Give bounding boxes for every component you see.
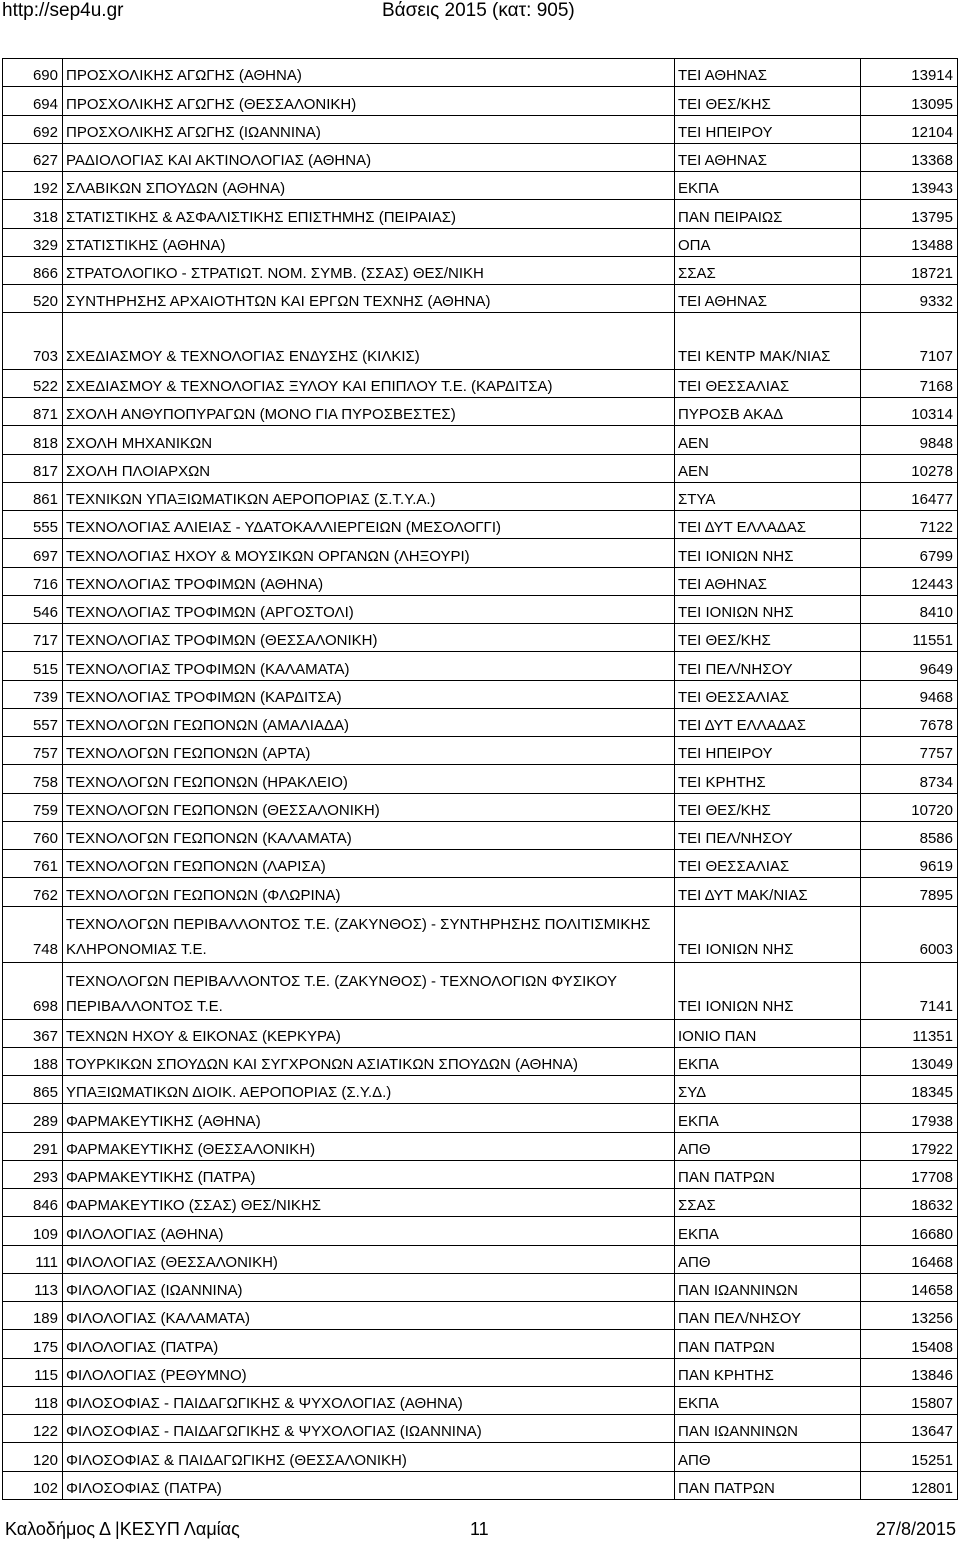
score-cell: 7678 — [861, 708, 958, 736]
score-cell: 16477 — [861, 482, 958, 510]
department-name-cell: ΦΙΛΟΛΟΓΙΑΣ (ΡΕΘΥΜΝΟ) — [63, 1358, 675, 1386]
dept-code-cell: 748 — [3, 906, 63, 963]
score-cell: 12443 — [861, 567, 958, 595]
score-cell: 13795 — [861, 200, 958, 228]
dept-code-cell: 865 — [3, 1076, 63, 1104]
department-name-cell: ΤΕΧΝΟΛΟΓΩΝ ΠΕΡΙΒΑΛΛΟΝΤΟΣ Τ.Ε. (ΖΑΚΥΝΘΟΣ) - ΤΕΧΝΟΛΟΓΙΩΝ ΦΥΣΙΚΟΥ ΠΕΡΙΒΑΛΛΟΝΤΟΣ Τ.Ε. — [63, 963, 675, 1020]
table-row — [3, 1386, 958, 1414]
score-cell: 12104 — [861, 115, 958, 143]
institution-cell: ΤΕΙ ΘΕΣ/ΚΗΣ — [675, 87, 861, 115]
department-name-cell: ΦΙΛΟΣΟΦΙΑΣ & ΠΑΙΔΑΓΩΓΙΚΗΣ (ΘΕΣΣΑΛΟΝΙΚΗ) — [63, 1443, 675, 1471]
institution-cell: ΤΕΙ ΗΠΕΙΡΟΥ — [675, 737, 861, 765]
page-footer — [0, 1518, 960, 1542]
table-row — [3, 143, 958, 171]
table-row — [3, 115, 958, 143]
department-name-cell: ΡΑΔΙΟΛΟΓΙΑΣ ΚΑΙ ΑΚΤΙΝΟΛΟΓΙΑΣ (ΑΘΗΝΑ) — [63, 143, 675, 171]
department-name-cell: ΣΤΑΤΙΣΤΙΚΗΣ (ΑΘΗΝΑ) — [63, 228, 675, 256]
department-name-cell: ΦΙΛΟΛΟΓΙΑΣ (ΘΕΣΣΑΛΟΝΙΚΗ) — [63, 1245, 675, 1273]
table-row — [3, 1471, 958, 1499]
score-cell: 7895 — [861, 878, 958, 906]
dept-code-cell: 367 — [3, 1019, 63, 1047]
score-cell: 7141 — [861, 963, 958, 1020]
table-row — [3, 1160, 958, 1188]
institution-cell: ΤΕΙ ΔΥΤ ΕΛΛΑΔΑΣ — [675, 511, 861, 539]
dept-code-cell: 113 — [3, 1273, 63, 1301]
department-name-cell: ΦΙΛΟΛΟΓΙΑΣ (ΚΑΛΑΜΑΤΑ) — [63, 1302, 675, 1330]
table-row — [3, 1076, 958, 1104]
table-row — [3, 1273, 958, 1301]
dept-code-cell: 118 — [3, 1386, 63, 1414]
dept-code-cell: 757 — [3, 737, 63, 765]
department-name-cell: ΦΑΡΜΑΚΕΥΤΙΚΗΣ (ΠΑΤΡΑ) — [63, 1160, 675, 1188]
score-cell: 13943 — [861, 172, 958, 200]
table-row — [3, 1358, 958, 1386]
dept-code-cell: 692 — [3, 115, 63, 143]
dept-code-cell: 188 — [3, 1047, 63, 1075]
department-name-cell: ΦΑΡΜΑΚΕΥΤΙΚΟ (ΣΣΑΣ) ΘΕΣ/ΝΙΚΗΣ — [63, 1189, 675, 1217]
department-name-cell: ΦΑΡΜΑΚΕΥΤΙΚΗΣ (ΑΘΗΝΑ) — [63, 1104, 675, 1132]
department-name-cell: ΥΠΑΞΙΩΜΑΤΙΚΩΝ ΔΙΟΙΚ. ΑΕΡΟΠΟΡΙΑΣ (Σ.Υ.Δ.) — [63, 1076, 675, 1104]
dept-code-cell: 293 — [3, 1160, 63, 1188]
institution-cell: ΤΕΙ ΚΕΝΤΡ ΜΑΚ/ΝΙΑΣ — [675, 313, 861, 370]
score-cell: 13914 — [861, 59, 958, 87]
department-name-cell: ΣΛΑΒΙΚΩΝ ΣΠΟΥΔΩΝ (ΑΘΗΝΑ) — [63, 172, 675, 200]
table-row — [3, 1189, 958, 1217]
table-row — [3, 595, 958, 623]
table-row — [3, 708, 958, 736]
score-cell: 13256 — [861, 1302, 958, 1330]
institution-cell: ΠΑΝ ΙΩΑΝΝΙΝΩΝ — [675, 1273, 861, 1301]
institution-cell: ΠΑΝ ΠΕΙΡΑΙΩΣ — [675, 200, 861, 228]
department-name-cell: ΦΙΛΟΣΟΦΙΑΣ (ΠΑΤΡΑ) — [63, 1471, 675, 1499]
institution-cell: ΤΕΙ ΚΡΗΤΗΣ — [675, 765, 861, 793]
score-cell: 13049 — [861, 1047, 958, 1075]
table-row — [3, 256, 958, 284]
table-row — [3, 765, 958, 793]
department-name-cell: ΤΕΧΝΟΛΟΓΙΑΣ ΤΡΟΦΙΜΩΝ (ΚΑΛΑΜΑΤΑ) — [63, 652, 675, 680]
dept-code-cell: 871 — [3, 398, 63, 426]
table-row — [3, 1217, 958, 1245]
score-cell: 15251 — [861, 1443, 958, 1471]
table-row — [3, 1104, 958, 1132]
table-row — [3, 285, 958, 313]
institution-cell: ΤΕΙ ΘΕΣΣΑΛΙΑΣ — [675, 850, 861, 878]
table-row — [3, 200, 958, 228]
footer-date: 27/8/2015 — [875, 1519, 956, 1539]
dept-code-cell: 861 — [3, 482, 63, 510]
table-row — [3, 963, 958, 1020]
dept-code-cell: 716 — [3, 567, 63, 595]
dept-code-cell: 522 — [3, 369, 63, 397]
dept-code-cell: 817 — [3, 454, 63, 482]
institution-cell: ΙΟΝΙΟ ΠΑΝ — [675, 1019, 861, 1047]
table-row — [3, 1302, 958, 1330]
table-row — [3, 680, 958, 708]
score-cell: 8410 — [861, 595, 958, 623]
department-name-cell: ΤΕΧΝΟΛΟΓΙΑΣ ΗΧΟΥ & ΜΟΥΣΙΚΩΝ ΟΡΓΑΝΩΝ (ΛΗΞΟΥΡΙ) — [63, 539, 675, 567]
department-name-cell: ΣΧΟΛΗ ΑΝΘΥΠΟΠΥΡΑΓΩΝ (ΜΟΝΟ ΓΙΑ ΠΥΡΟΣΒΕΣΤΕΣ) — [63, 398, 675, 426]
department-name-cell: ΣΤΑΤΙΣΤΙΚΗΣ & ΑΣΦΑΛΙΣΤΙΚΗΣ ΕΠΙΣΤΗΜΗΣ (ΠΕΙΡΑΙΑΣ) — [63, 200, 675, 228]
institution-cell: ΠΑΝ ΠΑΤΡΩΝ — [675, 1471, 861, 1499]
department-name-cell: ΣΧΟΛΗ ΠΛΟΙΑΡΧΩΝ — [63, 454, 675, 482]
dept-code-cell: 289 — [3, 1104, 63, 1132]
table-row — [3, 228, 958, 256]
department-name-cell: ΤΕΧΝΟΛΟΓΙΑΣ ΑΛΙΕΙΑΣ - ΥΔΑΤΟΚΑΛΛΙΕΡΓΕΙΩΝ (ΜΕΣΟΛΟΓΓΙ) — [63, 511, 675, 539]
department-name-cell: ΤΕΧΝΟΛΟΓΩΝ ΓΕΩΠΟΝΩΝ (ΦΛΩΡΙΝΑ) — [63, 878, 675, 906]
institution-cell: ΕΚΠΑ — [675, 172, 861, 200]
institution-cell: ΑΠΘ — [675, 1245, 861, 1273]
score-cell: 10720 — [861, 793, 958, 821]
dept-code-cell: 111 — [3, 1245, 63, 1273]
department-name-cell: ΤΟΥΡΚΙΚΩΝ ΣΠΟΥΔΩΝ ΚΑΙ ΣΥΓΧΡΟΝΩΝ ΑΣΙΑΤΙΚΩΝ ΣΠΟΥΔΩΝ (ΑΘΗΝΑ) — [63, 1047, 675, 1075]
dept-code-cell: 189 — [3, 1302, 63, 1330]
table-row — [3, 398, 958, 426]
department-name-cell: ΤΕΧΝΟΛΟΓΩΝ ΓΕΩΠΟΝΩΝ (ΗΡΑΚΛΕΙΟ) — [63, 765, 675, 793]
institution-cell: ΕΚΠΑ — [675, 1386, 861, 1414]
score-cell: 9332 — [861, 285, 958, 313]
dept-code-cell: 109 — [3, 1217, 63, 1245]
table-row — [3, 906, 958, 963]
table-row — [3, 878, 958, 906]
header-title: Βάσεις 2015 (κατ: 905) — [382, 0, 575, 21]
dept-code-cell: 627 — [3, 143, 63, 171]
table-row — [3, 567, 958, 595]
institution-cell: ΤΕΙ ΙΟΝΙΩΝ ΝΗΣ — [675, 595, 861, 623]
footer-page-number: 11 — [470, 1519, 489, 1539]
score-cell: 18345 — [861, 1076, 958, 1104]
score-cell: 7168 — [861, 369, 958, 397]
score-cell: 17922 — [861, 1132, 958, 1160]
table-row — [3, 313, 958, 370]
dept-code-cell: 515 — [3, 652, 63, 680]
dept-code-cell: 818 — [3, 426, 63, 454]
score-cell: 14658 — [861, 1273, 958, 1301]
institution-cell: ΑΠΘ — [675, 1132, 861, 1160]
department-name-cell: ΤΕΧΝΟΛΟΓΩΝ ΓΕΩΠΟΝΩΝ (ΘΕΣΣΑΛΟΝΙΚΗ) — [63, 793, 675, 821]
score-cell: 9649 — [861, 652, 958, 680]
score-cell: 13488 — [861, 228, 958, 256]
institution-cell: ΤΕΙ ΘΕΣΣΑΛΙΑΣ — [675, 369, 861, 397]
institution-cell: ΤΕΙ ΘΕΣ/ΚΗΣ — [675, 624, 861, 652]
department-name-cell: ΦΑΡΜΑΚΕΥΤΙΚΗΣ (ΘΕΣΣΑΛΟΝΙΚΗ) — [63, 1132, 675, 1160]
department-name-cell: ΦΙΛΟΣΟΦΙΑΣ - ΠΑΙΔΑΓΩΓΙΚΗΣ & ΨΥΧΟΛΟΓΙΑΣ (ΙΩΑΝΝΙΝΑ) — [63, 1415, 675, 1443]
institution-cell: ΤΕΙ ΑΘΗΝΑΣ — [675, 143, 861, 171]
institution-cell: ΤΕΙ ΑΘΗΝΑΣ — [675, 285, 861, 313]
department-name-cell: ΠΡΟΣΧΟΛΙΚΗΣ ΑΓΩΓΗΣ (ΘΕΣΣΑΛΟΝΙΚΗ) — [63, 87, 675, 115]
table-row — [3, 1415, 958, 1443]
score-cell: 17708 — [861, 1160, 958, 1188]
score-cell: 13095 — [861, 87, 958, 115]
score-cell: 6799 — [861, 539, 958, 567]
table-row — [3, 482, 958, 510]
institution-cell: ΤΕΙ ΑΘΗΝΑΣ — [675, 59, 861, 87]
dept-code-cell: 122 — [3, 1415, 63, 1443]
table-row — [3, 652, 958, 680]
score-cell: 11351 — [861, 1019, 958, 1047]
score-cell: 13647 — [861, 1415, 958, 1443]
department-name-cell: ΤΕΧΝΟΛΟΓΙΑΣ ΤΡΟΦΙΜΩΝ (ΚΑΡΔΙΤΣΑ) — [63, 680, 675, 708]
institution-cell: ΤΕΙ ΗΠΕΙΡΟΥ — [675, 115, 861, 143]
dept-code-cell: 761 — [3, 850, 63, 878]
institution-cell: ΑΕΝ — [675, 426, 861, 454]
department-name-cell: ΠΡΟΣΧΟΛΙΚΗΣ ΑΓΩΓΗΣ (ΙΩΑΝΝΙΝΑ) — [63, 115, 675, 143]
institution-cell: ΤΕΙ ΠΕΛ/ΝΗΣΟΥ — [675, 652, 861, 680]
table-row — [3, 1330, 958, 1358]
institution-cell: ΠΑΝ ΚΡΗΤΗΣ — [675, 1358, 861, 1386]
score-cell: 17938 — [861, 1104, 958, 1132]
dept-code-cell: 846 — [3, 1189, 63, 1217]
dept-code-cell: 291 — [3, 1132, 63, 1160]
department-name-cell: ΤΕΧΝΩΝ ΗΧΟΥ & ΕΙΚΟΝΑΣ (ΚΕΡΚΥΡΑ) — [63, 1019, 675, 1047]
department-name-cell: ΤΕΧΝΟΛΟΓΩΝ ΓΕΩΠΟΝΩΝ (ΑΡΤΑ) — [63, 737, 675, 765]
institution-cell: ΠΑΝ ΠΕΛ/ΝΗΣΟΥ — [675, 1302, 861, 1330]
institution-cell: ΟΠΑ — [675, 228, 861, 256]
dept-code-cell: 703 — [3, 313, 63, 370]
results-body — [3, 59, 958, 1500]
dept-code-cell: 762 — [3, 878, 63, 906]
institution-cell: ΤΕΙ ΑΘΗΝΑΣ — [675, 567, 861, 595]
department-name-cell: ΦΙΛΟΛΟΓΙΑΣ (ΙΩΑΝΝΙΝΑ) — [63, 1273, 675, 1301]
department-name-cell: ΣΧΕΔΙΑΣΜΟΥ & ΤΕΧΝΟΛΟΓΙΑΣ ΞΥΛΟΥ ΚΑΙ ΕΠΙΠΛΟΥ Τ.Ε. (ΚΑΡΔΙΤΣΑ) — [63, 369, 675, 397]
institution-cell: ΤΕΙ ΠΕΛ/ΝΗΣΟΥ — [675, 821, 861, 849]
dept-code-cell: 329 — [3, 228, 63, 256]
institution-cell: ΤΕΙ ΘΕΣ/ΚΗΣ — [675, 793, 861, 821]
table-row — [3, 426, 958, 454]
department-name-cell: ΣΤΡΑΤΟΛΟΓΙΚΟ - ΣΤΡΑΤΙΩΤ. ΝΟΜ. ΣΥΜΒ. (ΣΣΑΣ) ΘΕΣ/ΝΙΚΗ — [63, 256, 675, 284]
page-header — [0, 0, 960, 30]
institution-cell: ΑΕΝ — [675, 454, 861, 482]
table-row — [3, 1443, 958, 1471]
score-cell: 6003 — [861, 906, 958, 963]
institution-cell: ΤΕΙ ΘΕΣΣΑΛΙΑΣ — [675, 680, 861, 708]
institution-cell: ΤΕΙ ΙΟΝΙΩΝ ΝΗΣ — [675, 963, 861, 1020]
dept-code-cell: 758 — [3, 765, 63, 793]
score-cell: 11551 — [861, 624, 958, 652]
dept-code-cell: 318 — [3, 200, 63, 228]
institution-cell: ΣΣΑΣ — [675, 256, 861, 284]
table-row — [3, 737, 958, 765]
table-row — [3, 1047, 958, 1075]
table-row — [3, 850, 958, 878]
department-name-cell: ΠΡΟΣΧΟΛΙΚΗΣ ΑΓΩΓΗΣ (ΑΘΗΝΑ) — [63, 59, 675, 87]
footer-author: Καλοδήμος Δ |ΚΕΣΥΠ Λαμίας — [5, 1519, 240, 1539]
score-cell: 7107 — [861, 313, 958, 370]
department-name-cell: ΤΕΧΝΟΛΟΓΩΝ ΠΕΡΙΒΑΛΛΟΝΤΟΣ Τ.Ε. (ΖΑΚΥΝΘΟΣ) - ΣΥΝΤΗΡΗΣΗΣ ΠΟΛΙΤΙΣΜΙΚΗΣ ΚΛΗΡΟΝΟΜΙΑΣ Τ.Ε. — [63, 906, 675, 963]
table-row — [3, 1019, 958, 1047]
score-cell: 10314 — [861, 398, 958, 426]
institution-cell: ΠΥΡΟΣΒ ΑΚΑΔ — [675, 398, 861, 426]
score-cell: 7757 — [861, 737, 958, 765]
department-name-cell: ΤΕΧΝΟΛΟΓΙΑΣ ΤΡΟΦΙΜΩΝ (ΑΘΗΝΑ) — [63, 567, 675, 595]
department-name-cell: ΣΧΟΛΗ ΜΗΧΑΝΙΚΩΝ — [63, 426, 675, 454]
table-row — [3, 624, 958, 652]
dept-code-cell: 115 — [3, 1358, 63, 1386]
dept-code-cell: 694 — [3, 87, 63, 115]
table-row — [3, 172, 958, 200]
institution-cell: ΕΚΠΑ — [675, 1217, 861, 1245]
department-name-cell: ΤΕΧΝΟΛΟΓΩΝ ΓΕΩΠΟΝΩΝ (ΛΑΡΙΣΑ) — [63, 850, 675, 878]
institution-cell: ΤΕΙ ΙΟΝΙΩΝ ΝΗΣ — [675, 906, 861, 963]
score-cell: 13846 — [861, 1358, 958, 1386]
department-name-cell: ΦΙΛΟΛΟΓΙΑΣ (ΑΘΗΝΑ) — [63, 1217, 675, 1245]
table-row — [3, 1132, 958, 1160]
department-name-cell: ΤΕΧΝΟΛΟΓΩΝ ΓΕΩΠΟΝΩΝ (ΚΑΛΑΜΑΤΑ) — [63, 821, 675, 849]
dept-code-cell: 102 — [3, 1471, 63, 1499]
score-cell: 12801 — [861, 1471, 958, 1499]
dept-code-cell: 697 — [3, 539, 63, 567]
institution-cell: ΣΥΔ — [675, 1076, 861, 1104]
institution-cell: ΕΚΠΑ — [675, 1104, 861, 1132]
department-name-cell: ΤΕΧΝΟΛΟΓΙΑΣ ΤΡΟΦΙΜΩΝ (ΑΡΓΟΣΤΟΛΙ) — [63, 595, 675, 623]
institution-cell: ΑΠΘ — [675, 1443, 861, 1471]
department-name-cell: ΦΙΛΟΣΟΦΙΑΣ - ΠΑΙΔΑΓΩΓΙΚΗΣ & ΨΥΧΟΛΟΓΙΑΣ (ΑΘΗΝΑ) — [63, 1386, 675, 1414]
institution-cell: ΤΕΙ ΔΥΤ ΕΛΛΑΔΑΣ — [675, 708, 861, 736]
results-table — [2, 58, 958, 1500]
dept-code-cell: 546 — [3, 595, 63, 623]
dept-code-cell: 760 — [3, 821, 63, 849]
institution-cell: ΕΚΠΑ — [675, 1047, 861, 1075]
score-cell: 8586 — [861, 821, 958, 849]
institution-cell: ΠΑΝ ΠΑΤΡΩΝ — [675, 1330, 861, 1358]
score-cell: 8734 — [861, 765, 958, 793]
institution-cell: ΣΣΑΣ — [675, 1189, 861, 1217]
institution-cell: ΤΕΙ ΙΟΝΙΩΝ ΝΗΣ — [675, 539, 861, 567]
dept-code-cell: 192 — [3, 172, 63, 200]
institution-cell: ΠΑΝ ΙΩΑΝΝΙΝΩΝ — [675, 1415, 861, 1443]
department-name-cell: ΣΥΝΤΗΡΗΣΗΣ ΑΡΧΑΙΟΤΗΤΩΝ ΚΑΙ ΕΡΓΩΝ ΤΕΧΝΗΣ (ΑΘΗΝΑ) — [63, 285, 675, 313]
department-name-cell: ΤΕΧΝΙΚΩΝ ΥΠΑΞΙΩΜΑΤΙΚΩΝ ΑΕΡΟΠΟΡΙΑΣ (Σ.Τ.Υ.Α.) — [63, 482, 675, 510]
score-cell: 9848 — [861, 426, 958, 454]
dept-code-cell: 866 — [3, 256, 63, 284]
score-cell: 7122 — [861, 511, 958, 539]
dept-code-cell: 717 — [3, 624, 63, 652]
table-row — [3, 511, 958, 539]
dept-code-cell: 698 — [3, 963, 63, 1020]
score-cell: 15408 — [861, 1330, 958, 1358]
table-row — [3, 454, 958, 482]
department-name-cell: ΣΧΕΔΙΑΣΜΟΥ & ΤΕΧΝΟΛΟΓΙΑΣ ΕΝΔΥΣΗΣ (ΚΙΛΚΙΣ) — [63, 313, 675, 370]
score-cell: 15807 — [861, 1386, 958, 1414]
institution-cell: ΣΤΥΑ — [675, 482, 861, 510]
dept-code-cell: 555 — [3, 511, 63, 539]
dept-code-cell: 690 — [3, 59, 63, 87]
table-row — [3, 793, 958, 821]
score-cell: 18721 — [861, 256, 958, 284]
table-row — [3, 539, 958, 567]
dept-code-cell: 759 — [3, 793, 63, 821]
department-name-cell: ΤΕΧΝΟΛΟΓΩΝ ΓΕΩΠΟΝΩΝ (ΑΜΑΛΙΑΔΑ) — [63, 708, 675, 736]
table-row — [3, 1245, 958, 1273]
dept-code-cell: 557 — [3, 708, 63, 736]
table-row — [3, 87, 958, 115]
table-row — [3, 59, 958, 87]
score-cell: 13368 — [861, 143, 958, 171]
header-url[interactable]: http://sep4u.gr — [2, 0, 124, 21]
table-row — [3, 821, 958, 849]
dept-code-cell: 175 — [3, 1330, 63, 1358]
institution-cell: ΠΑΝ ΠΑΤΡΩΝ — [675, 1160, 861, 1188]
dept-code-cell: 120 — [3, 1443, 63, 1471]
table-row — [3, 369, 958, 397]
department-name-cell: ΤΕΧΝΟΛΟΓΙΑΣ ΤΡΟΦΙΜΩΝ (ΘΕΣΣΑΛΟΝΙΚΗ) — [63, 624, 675, 652]
dept-code-cell: 739 — [3, 680, 63, 708]
score-cell: 9619 — [861, 850, 958, 878]
score-cell: 10278 — [861, 454, 958, 482]
dept-code-cell: 520 — [3, 285, 63, 313]
department-name-cell: ΦΙΛΟΛΟΓΙΑΣ (ΠΑΤΡΑ) — [63, 1330, 675, 1358]
score-cell: 18632 — [861, 1189, 958, 1217]
score-cell: 9468 — [861, 680, 958, 708]
score-cell: 16468 — [861, 1245, 958, 1273]
institution-cell: ΤΕΙ ΔΥΤ ΜΑΚ/ΝΙΑΣ — [675, 878, 861, 906]
score-cell: 16680 — [861, 1217, 958, 1245]
